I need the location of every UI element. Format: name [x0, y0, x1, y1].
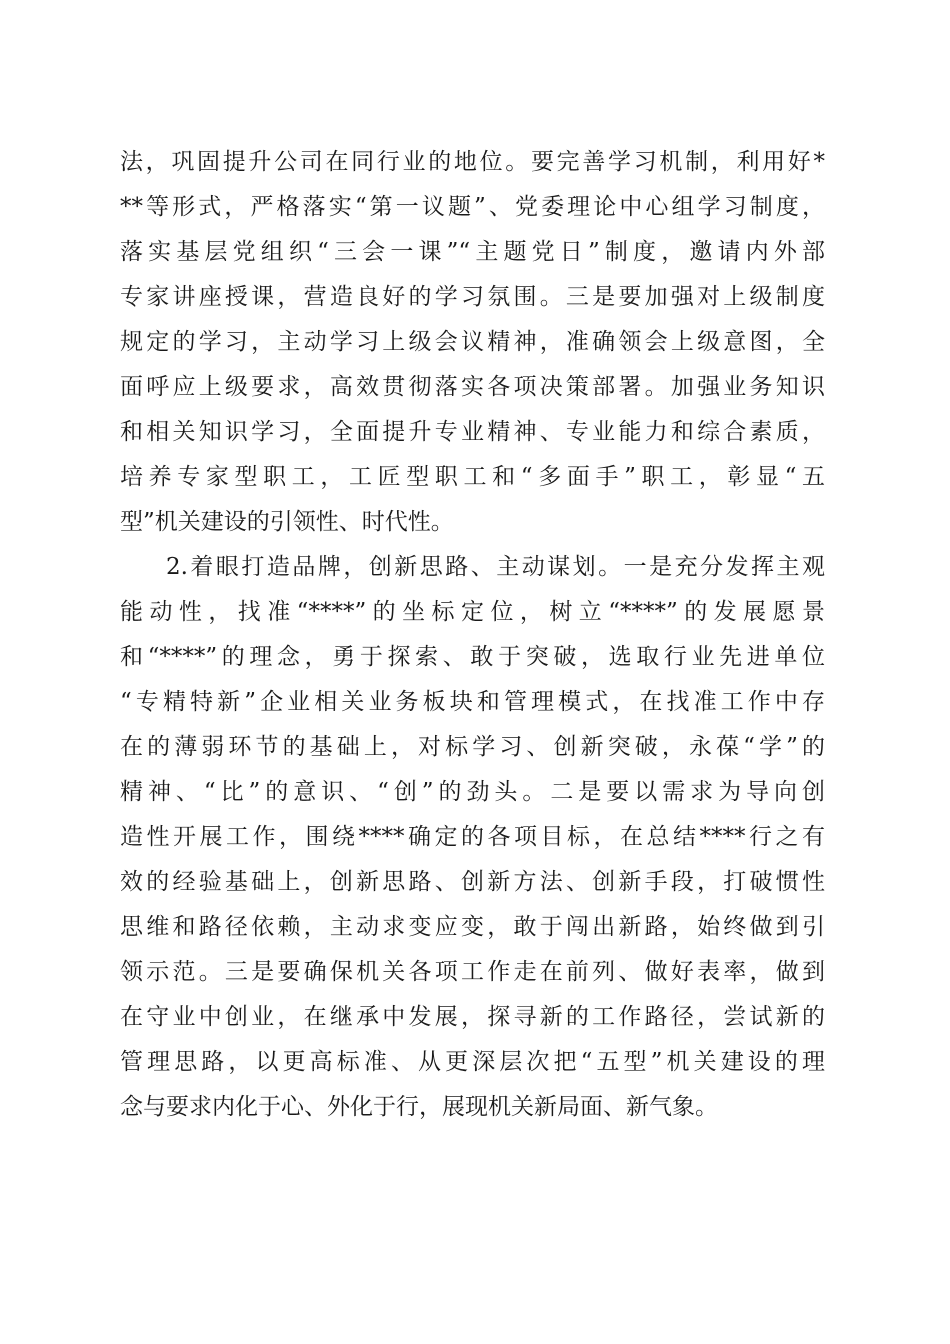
text-line: 培养专家型职工，工匠型职工和“多面手”职工，彰显“五: [120, 464, 825, 490]
text-line: 领示范。三是要确保机关各项工作走在前列、做好表率，做到: [120, 959, 825, 985]
text-line: **等形式，严格落实“第一议题”、党委理论中心组学习制度，: [120, 194, 825, 220]
text-line: 精神、“比”的意识、“创”的劲头。二是要以需求为导向创: [120, 779, 825, 805]
text-line: 在守业中创业，在继承中发展，探寻新的工作路径，尝试新的: [120, 1004, 825, 1030]
text-line: 效的经验基础上，创新思路、创新方法、创新手段，打破惯性: [120, 869, 825, 895]
text-line: 思维和路径依赖，主动求变应变，敢于闯出新路，始终做到引: [120, 914, 825, 940]
text-line: 专家讲座授课，营造良好的学习氛围。三是要加强对上级制度: [120, 284, 825, 310]
text-line: “专精特新”企业相关业务板块和管理模式，在找准工作中存: [120, 689, 825, 715]
text-line: 和“****”的理念，勇于探索、敢于突破，选取行业先进单位: [120, 644, 825, 670]
text-line: 落实基层党组织“三会一课”“主题党日”制度，邀请内外部: [120, 239, 825, 265]
text-line: 规定的学习，主动学习上级会议精神，准确领会上级意图，全: [120, 329, 825, 355]
text-line: 和相关知识学习，全面提升专业精神、专业能力和综合素质，: [120, 419, 825, 445]
text-line: 管理思路，以更高标准、从更深层次把“五型”机关建设的理: [120, 1049, 825, 1075]
text-line: 造性开展工作，围绕****确定的各项目标，在总结****行之有: [120, 824, 825, 850]
text-line: 面呼应上级要求，高效贯彻落实各项决策部署。加强业务知识: [120, 374, 825, 400]
text-line: 型”机关建设的引领性、时代性。: [120, 509, 454, 535]
text-line: 念与要求内化于心、外化于行，展现机关新局面、新气象。: [120, 1094, 718, 1120]
text-line: 法，巩固提升公司在同行业的地位。要完善学习机制，利用好*: [120, 149, 825, 175]
text-line: 2.着眼打造品牌，创新思路、主动谋划。一是充分发挥主观: [166, 554, 825, 580]
text-line: 在的薄弱环节的基础上，对标学习、创新突破，永葆“学”的: [120, 734, 825, 760]
text-line: 能动性，找准“****”的坐标定位，树立“****”的发展愿景: [120, 599, 825, 625]
